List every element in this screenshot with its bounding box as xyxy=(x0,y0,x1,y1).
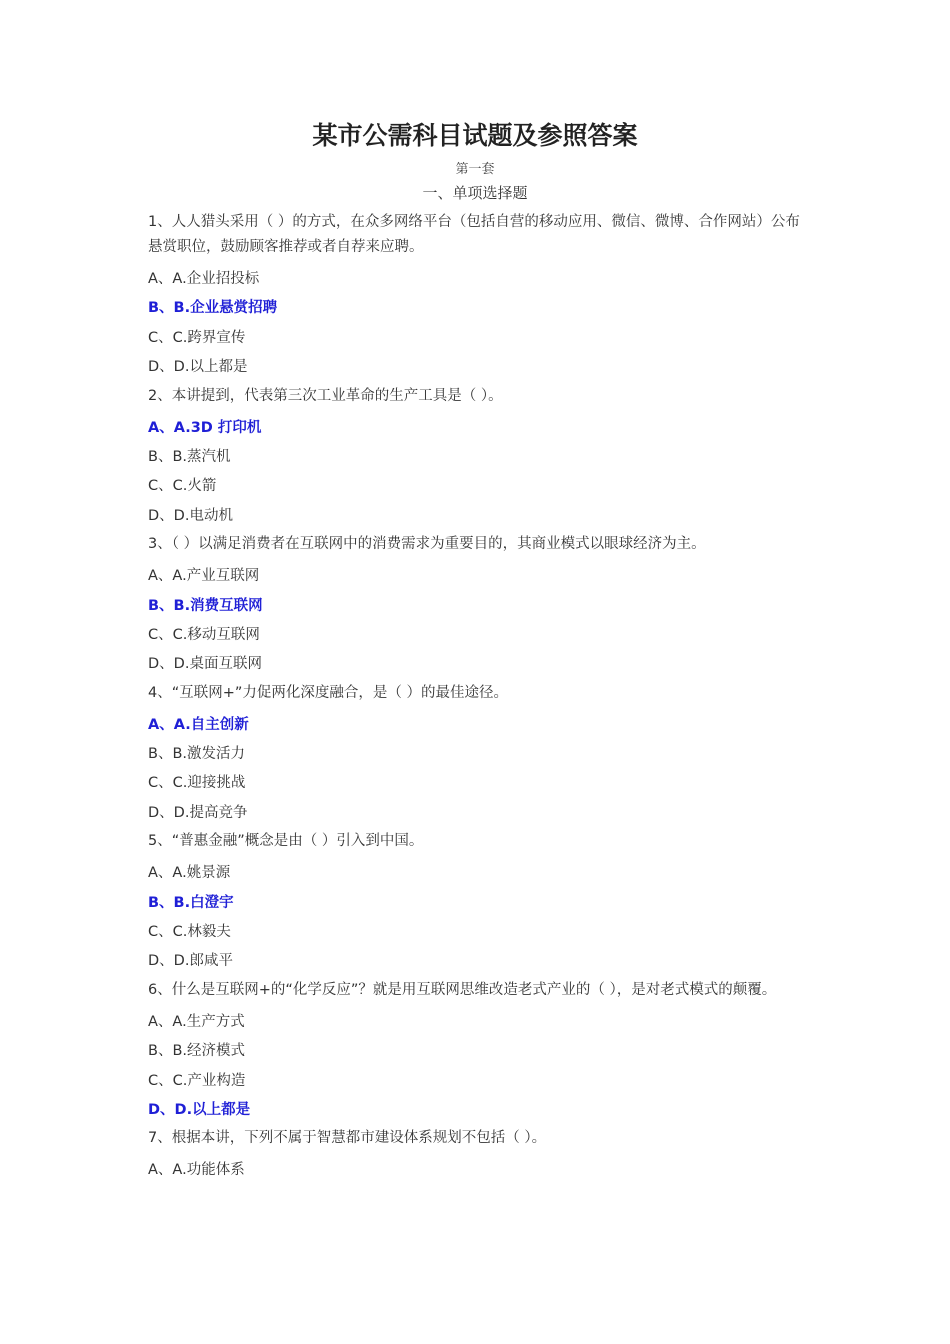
answer-option: D、D.郎咸平 xyxy=(148,953,233,970)
question-text: 5、“普惠金融”概念是由（ ）引入到中国。 xyxy=(148,833,424,850)
section-heading: 一、单项选择题 xyxy=(422,184,528,202)
answer-option-correct: A、A.自主创新 xyxy=(148,716,249,733)
question-text: 4、“互联网+”力促两化深度融合，是（ ）的最佳途径。 xyxy=(148,684,509,701)
answer-option: D、D.桌面互联网 xyxy=(148,656,262,673)
answer-option: A、A.企业招投标 xyxy=(148,271,260,287)
answer-option: B、B.经济模式 xyxy=(148,1043,246,1060)
question-list xyxy=(148,208,808,1185)
question-text: 2、本讲提到，代表第三次工业革命的生产工具是（ ）。 xyxy=(148,387,503,404)
answer-option: C、C.产业构造 xyxy=(148,1072,246,1089)
question-text: 1、人人猎头采用（ ）的方式，在众多网络平台（包括自营的移动应用、微信、微博、合作网站）公布悬赏职位，鼓励顾客推荐或者自荐来应聘。 xyxy=(148,214,800,255)
answer-option: A、A.产业互联网 xyxy=(148,568,260,585)
answer-option-correct: D、D.以上都是 xyxy=(148,1101,251,1118)
answer-option: C、C.跨界宣传 xyxy=(148,329,246,346)
answer-option: A、A.功能体系 xyxy=(148,1162,245,1179)
question-text: 6、什么是互联网+的“化学反应”？就是用互联网思维改造老式产业的（ ），是对老式模式的颠覆。 xyxy=(148,981,777,998)
answer-option: C、C.林毅夫 xyxy=(148,924,231,941)
answer-option: A、A.姚景源 xyxy=(148,865,231,882)
question-text: 7、根据本讲，下列不属于智慧都市建设体系规划不包括（ ）。 xyxy=(148,1130,547,1147)
answer-option-correct: A、A.3D 打印机 xyxy=(148,419,262,436)
answer-option: A、A.生产方式 xyxy=(148,1013,245,1030)
document-title: 某市公需科目试题及参照答案 xyxy=(312,121,638,150)
answer-option: D、D.以上都是 xyxy=(148,359,248,376)
answer-option-correct: B、B.白澄宇 xyxy=(148,894,234,911)
answer-option-correct: B、B.消费互联网 xyxy=(148,597,263,614)
answer-option-correct: B、B.企业悬赏招聘 xyxy=(148,300,278,317)
answer-option: C、C.迎接挑战 xyxy=(148,775,246,792)
answer-option: B、B.蒸汽机 xyxy=(148,448,231,465)
answer-option: B、B.激发活力 xyxy=(148,746,246,763)
answer-option: D、D.电动机 xyxy=(148,507,233,524)
answer-option: C、C.火箭 xyxy=(148,478,217,495)
answer-option: C、C.移动互联网 xyxy=(148,626,260,643)
question-text: 3、（ ）以满足消费者在互联网中的消费需求为重要目的，其商业模式以眼球经济为主。 xyxy=(148,536,706,553)
answer-option: D、D.提高竞争 xyxy=(148,804,248,821)
document-subtitle: 第一套 xyxy=(455,162,495,177)
